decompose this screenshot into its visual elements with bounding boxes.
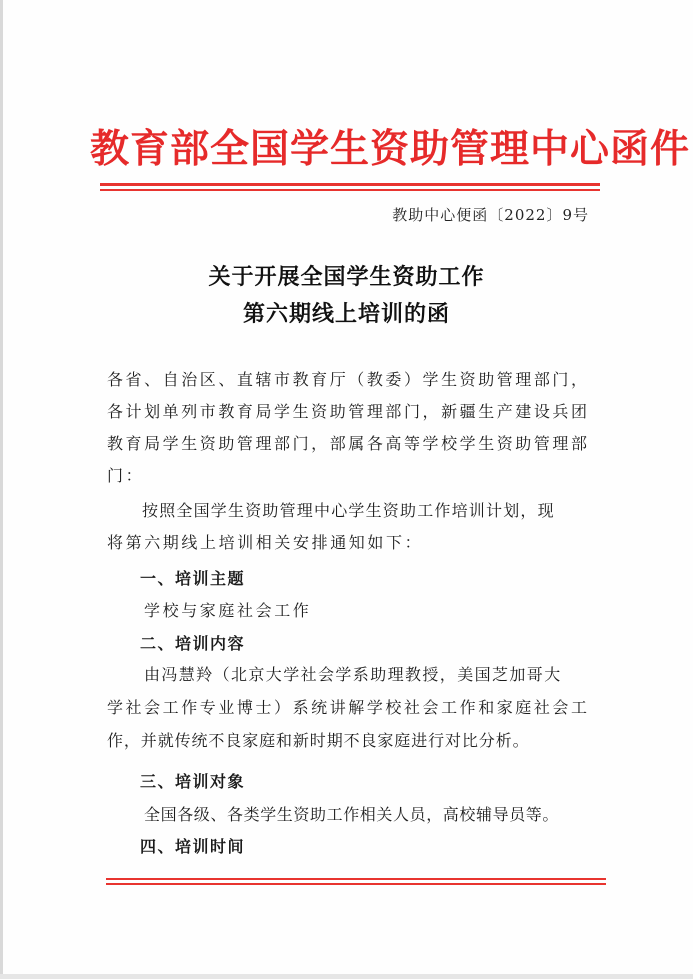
intro-line: 将第六期线上培训相关安排通知如下： <box>107 533 424 552</box>
section-heading-4: 四、培训时间 <box>140 837 246 856</box>
section-heading-1: 一、培训主题 <box>140 569 246 588</box>
intro-line: 按照全国学生资助管理中心学生资助工作培训计划，现 <box>142 501 555 520</box>
addressee-line: 各计划单列市教育局学生资助管理部门，新疆生产建设兵团 <box>107 402 587 421</box>
addressee-line: 各省、自治区、直辖市教育厅（教委）学生资助管理部门， <box>107 370 587 389</box>
letterhead-title: 教育部全国学生资助管理中心函件 <box>90 127 691 172</box>
section-3-line: 全国各级、各类学生资助工作相关人员，高校辅导员等。 <box>144 805 560 824</box>
addressee-line: 门： <box>107 466 145 485</box>
page-bottom-edge <box>0 974 693 979</box>
document-number: 教助中心便函〔2022〕9号 <box>392 206 589 224</box>
letterhead-rule-bottom <box>100 189 600 191</box>
section-1-line: 学校与家庭社会工作 <box>144 601 312 620</box>
document-title-line-2: 第六期线上培训的函 <box>242 301 450 327</box>
letterhead-rule-top <box>100 183 600 186</box>
section-2-line: 学社会工作专业博士）系统讲解学校社会工作和家庭社会工 <box>107 698 587 717</box>
footer-rule-top <box>106 878 606 880</box>
section-heading-3: 三、培训对象 <box>140 772 246 791</box>
document-title-line-1: 关于开展全国学生资助工作 <box>208 264 485 290</box>
section-2-line: 作，并就传统不良家庭和新时期不良家庭进行对比分析。 <box>107 731 530 750</box>
section-heading-2: 二、培训内容 <box>140 634 246 653</box>
page-left-edge <box>0 0 3 979</box>
addressee-line: 教育局学生资助管理部门，部属各高等学校学生资助管理部 <box>107 434 587 453</box>
footer-rule-bottom <box>106 883 606 885</box>
section-2-line: 由冯慧羚（北京大学社会学系助理教授，美国芝加哥大 <box>144 665 562 684</box>
